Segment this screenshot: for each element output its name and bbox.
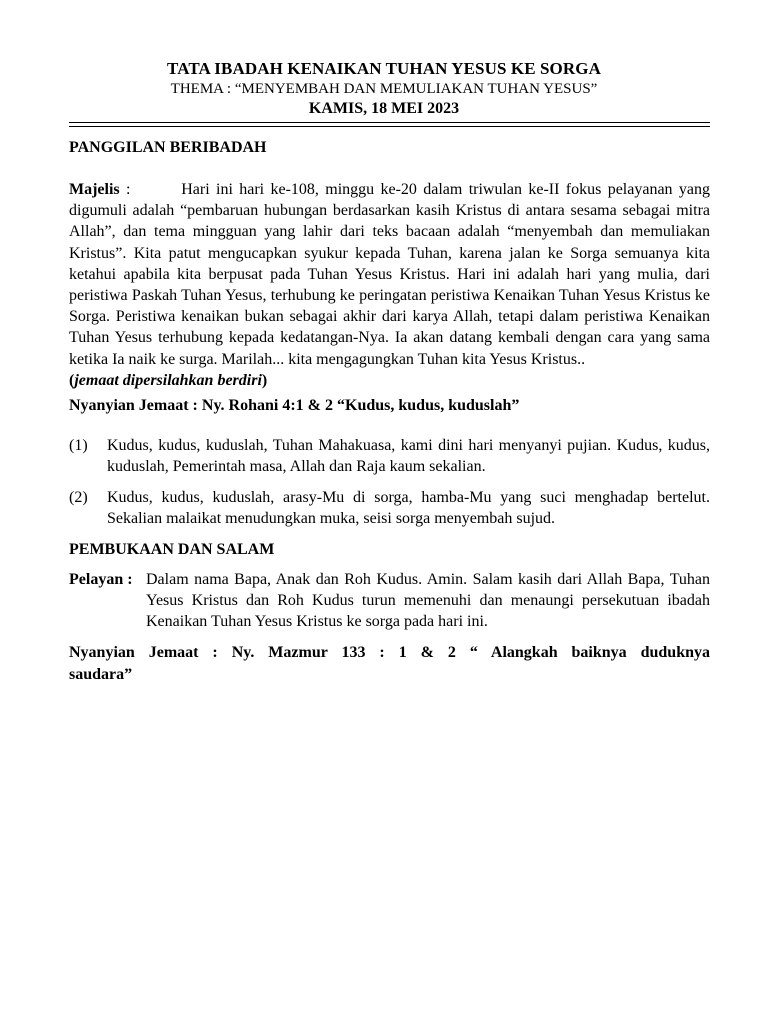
verse-text: Kudus, kudus, kuduslah, Tuhan Mahakuasa, kami dini hari menyanyi pujian. Kudus, kudus, kuduslah, Pemerintah masa, Allah dan Raja kaum sekalian. <box>107 437 710 476</box>
song1-heading: Nyanyian Jemaat : Ny. Rohani 4:1 & 2 “Kudus, kudus, kuduslah” <box>69 397 520 415</box>
majelis-label: Majelis <box>69 181 120 198</box>
song1-verse <box>69 487 710 529</box>
pelayan-text: Dalam nama Bapa, Anak dan Roh Kudus. Amin. Salam kasih dari Allah Bapa, Tuhan Yesus Kristus dan Roh Kudus turun memenuhi dan menaungi persekutuan ibadah Kenaikan Tuhan Yesus Kristus ke sorga pada hari ini. <box>146 571 710 631</box>
song2-heading <box>69 642 710 686</box>
instruction-open: ( <box>69 371 75 389</box>
section-opening-greeting: PEMBUKAAN DAN SALAM <box>69 541 275 559</box>
pelayan-greeting <box>69 569 710 632</box>
document-body <box>69 136 710 686</box>
song2-heading-line1: Nyanyian Jemaat : Ny. Mazmur 133 : 1 & 2 “ Alangkah baiknya duduknya <box>69 644 710 662</box>
instruction-close: ) <box>261 371 268 389</box>
majelis-separator: : <box>119 181 182 198</box>
verse-number: (1) <box>69 437 88 455</box>
song2-heading-line2: saudara” <box>69 666 133 684</box>
song1-verse <box>69 435 710 477</box>
document-header <box>0 58 768 120</box>
header-rule-bottom <box>69 126 710 127</box>
header-rule-top <box>69 122 710 123</box>
document-date: KAMIS, 18 MEI 2023 <box>308 100 460 117</box>
majelis-instruction: jemaat dipersilahkan berdiri <box>74 371 262 389</box>
pelayan-label: Pelayan : <box>69 571 133 589</box>
document-theme: THEMA : “MENYEMBAH DAN MEMULIAKAN TUHAN YESUS” <box>170 81 598 97</box>
verse-number: (2) <box>69 489 88 507</box>
verse-text: Kudus, kudus, kuduslah, arasy-Mu di sorga, hamba-Mu yang suci menghadap bertelut. Sekalian malaikat menudungkan muka, seisi sorga menyembah sujud. <box>107 489 710 528</box>
section-call-to-worship: PANGGILAN BERIBADAH <box>69 139 267 156</box>
majelis-paragraph <box>69 179 710 391</box>
majelis-text: Hari ini hari ke-108, minggu ke-20 dalam triwulan ke-II fokus pelayanan yang digumuli adalah “pembaruan hubungan berdasarkan kasih Kristus di antara sesama sebagai mitra Allah”, dan tema mingguan yang lahir dari teks bacaan adalah “menyembah dan memuliakan Kristus”. Kita patut mengucapkan syukur kepada Tuhan, karena jalan ke Sorga semuanya kita ketahui apabila kita berpusat pada Tuhan Yesus Kristus. Hari ini adalah hari yang mulia, dari peristiwa Paskah Tuhan Yesus, terhubung ke peringatan peristiwa Kenaikan Tuhan Yesus Kristus ke Sorga. Peristiwa kenaikan bukan sebagai akhir dari karya Allah, tetapi dalam peristiwa Kenaikan Tuhan Yesus terhubung kepada kedatangan-Nya. Ia akan datang kembali dengan cara yang sama ketika Ia naik ke surga. Marilah... kita mengagungkan Tuhan kita Yesus Kristus.. <box>69 181 711 368</box>
document-title: TATA IBADAH KENAIKAN TUHAN YESUS KE SORGA <box>167 59 601 78</box>
